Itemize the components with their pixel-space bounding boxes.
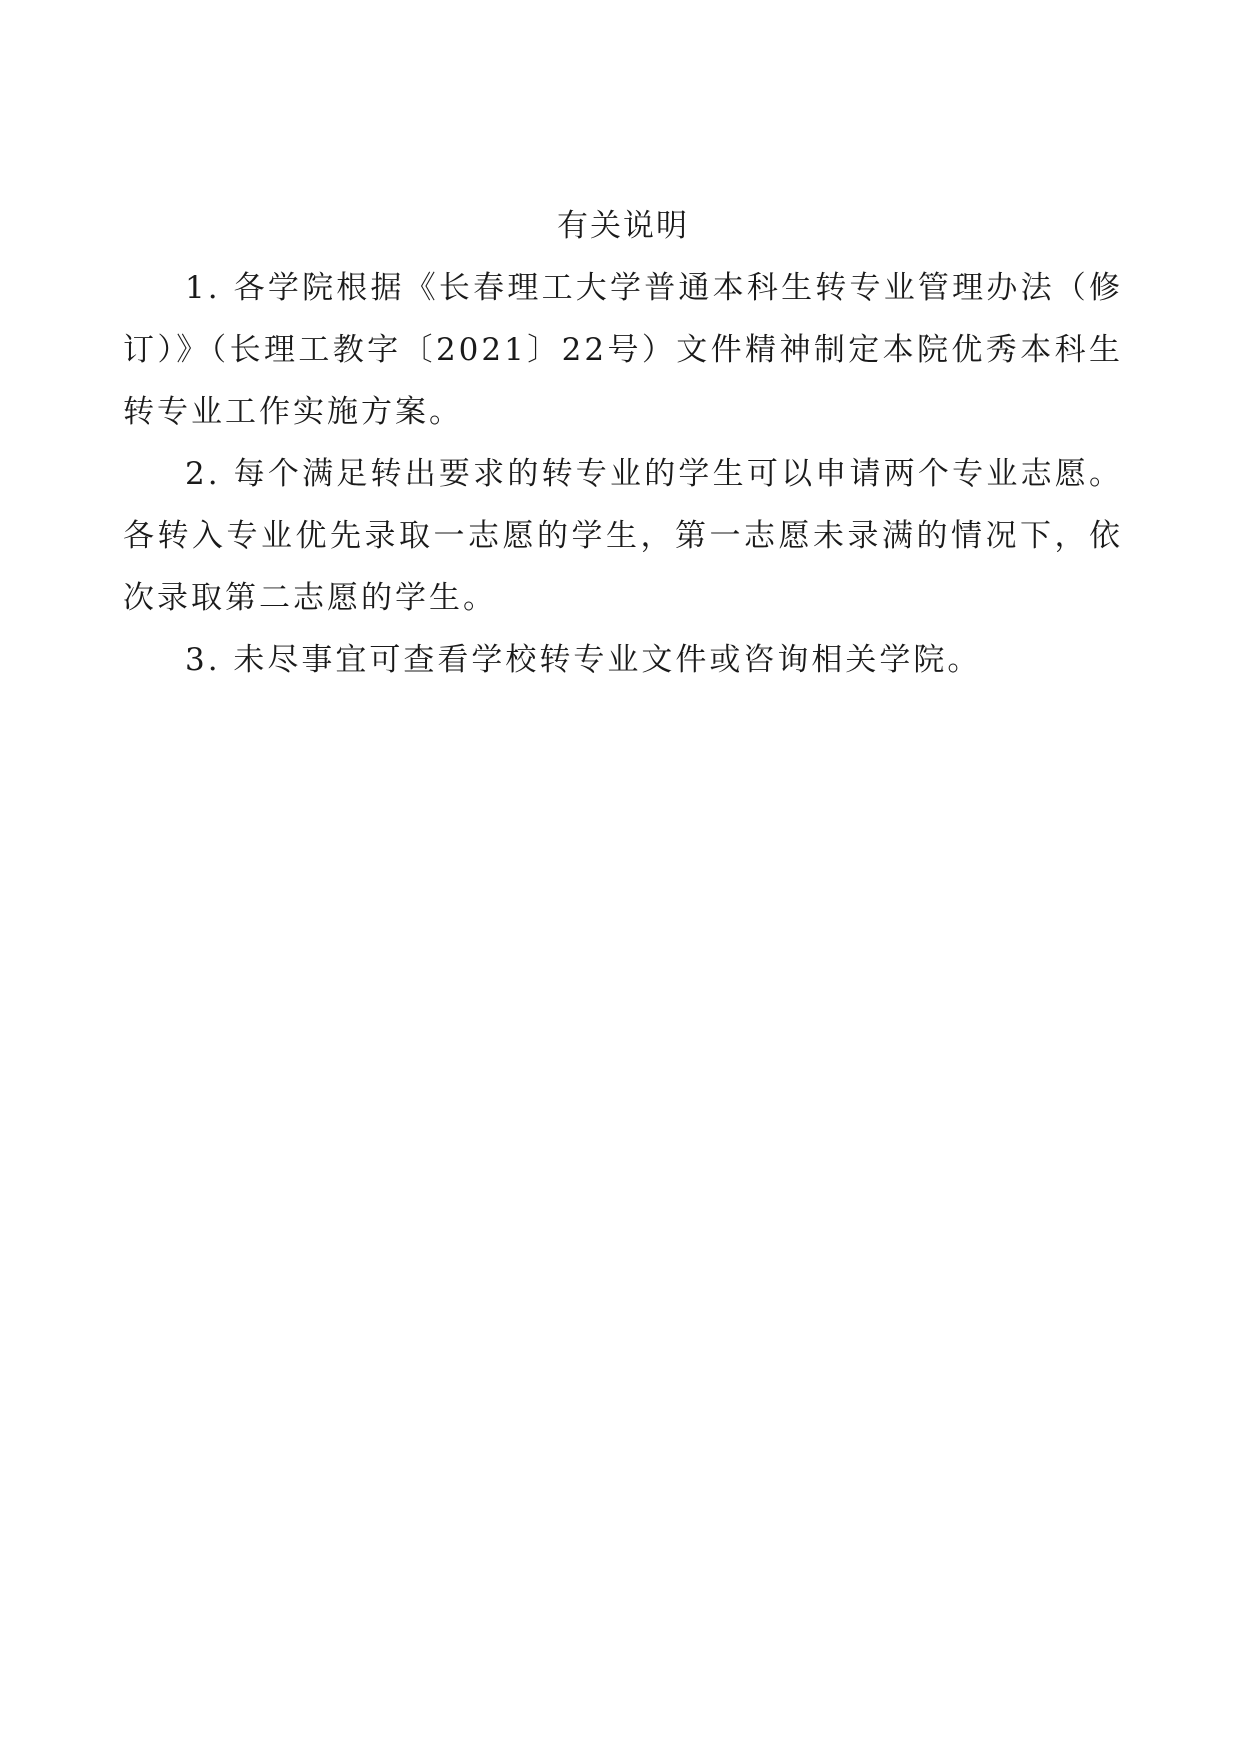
paragraph-1: 1. 各学院根据《长春理工大学普通本科生转专业管理办法（修订）》（长理工教字〔2021〕22号）文件精神制定本院优秀本科生转专业工作实施方案。 bbox=[123, 270, 1123, 430]
paragraph-2: 2. 每个满足转出要求的转专业的学生可以申请两个专业志愿。各转入专业优先录取一志愿的学生，第一志愿未录满的情况下，依次录取第二志愿的学生。 bbox=[123, 456, 1123, 616]
document-body bbox=[123, 195, 1123, 691]
paragraph-3: 3. 未尽事宜可查看学校转专业文件或咨询相关学院。 bbox=[185, 642, 982, 678]
document-title: 有关说明 bbox=[557, 208, 689, 244]
